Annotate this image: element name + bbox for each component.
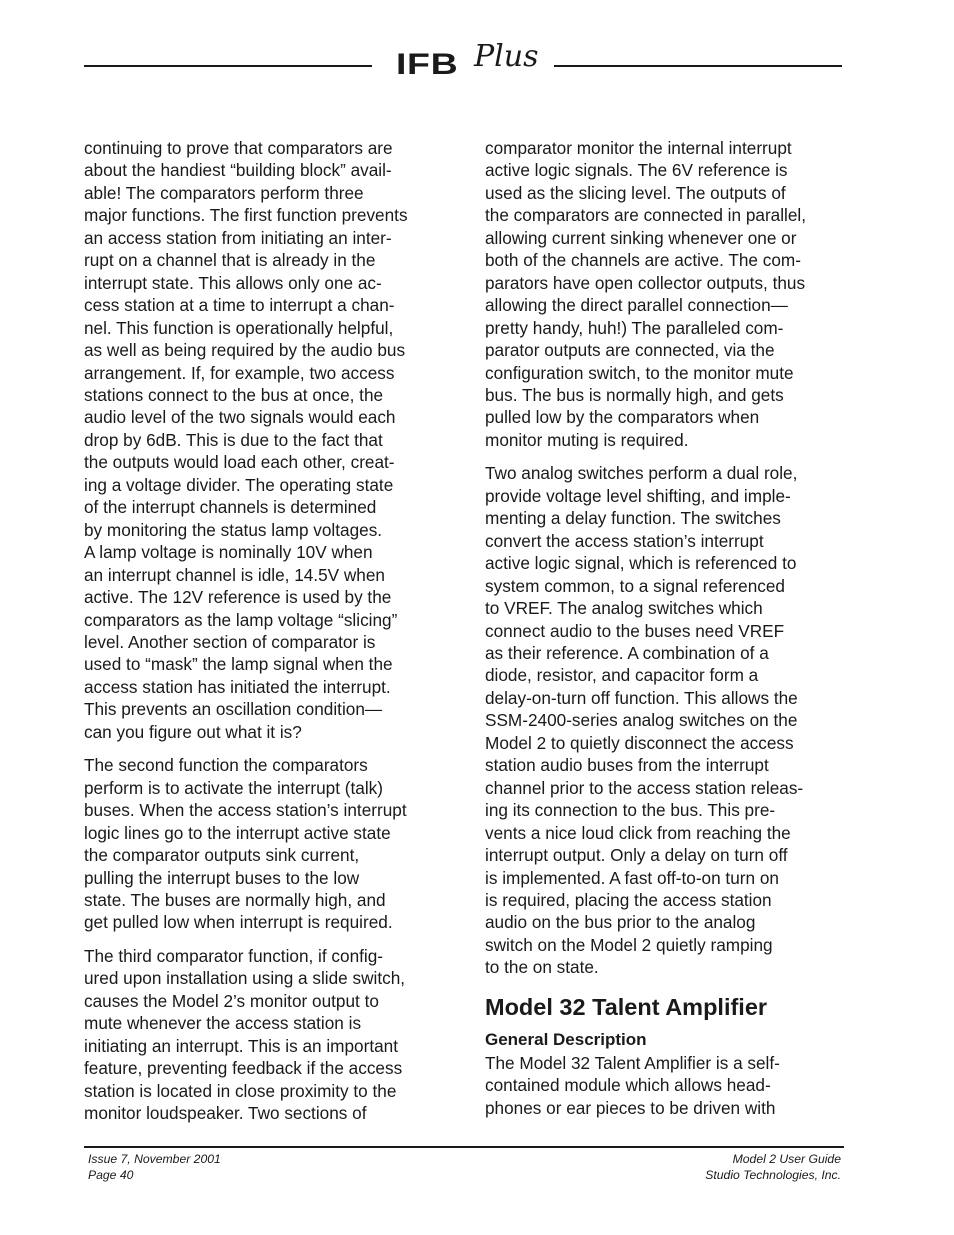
text-line: stations connect to the bus at once, the bbox=[84, 384, 384, 405]
text-line: an access station from initiating an inter- bbox=[84, 227, 392, 248]
text-line: nel. This function is operationally helpful, bbox=[84, 317, 394, 338]
text-line: is implemented. A fast off-to-on turn on bbox=[485, 867, 779, 888]
text-line: provide voltage level shifting, and imple- bbox=[485, 485, 791, 506]
right-column bbox=[485, 137, 843, 1130]
text-line: used as the slicing level. The outputs of bbox=[485, 182, 786, 203]
text-line: audio on the bus prior to the analog bbox=[485, 912, 756, 933]
text-line: This prevents an oscillation condition— bbox=[84, 699, 383, 720]
text-line: configuration switch, to the monitor mute bbox=[485, 362, 794, 383]
text-line: menting a delay function. The switches bbox=[485, 508, 781, 529]
text-line: A lamp voltage is nominally 10V when bbox=[84, 542, 373, 563]
footer-company: Studio Technologies, Inc. bbox=[705, 1168, 841, 1182]
text-line: by monitoring the status lamp voltages. bbox=[84, 519, 383, 540]
text-line: get pulled low when interrupt is required. bbox=[84, 912, 393, 933]
text-line: interrupt output. Only a delay on turn off bbox=[485, 845, 788, 866]
text-line: comparator monitor the internal interrupt bbox=[485, 138, 792, 158]
text-line: used to “mask” the lamp signal when the bbox=[84, 654, 393, 675]
text-line: switch on the Model 2 quietly ramping bbox=[485, 934, 773, 955]
text-line: pulled low by the comparators when bbox=[485, 407, 760, 428]
text-line: the comparators are connected in parallel, bbox=[485, 205, 807, 226]
header-rule-left bbox=[84, 65, 372, 67]
footer-right bbox=[705, 1151, 841, 1183]
text-line: monitor loudspeaker. Two sections of bbox=[84, 1103, 367, 1124]
text-line: The third comparator function, if config- bbox=[84, 945, 384, 966]
ifb-plus-logo bbox=[396, 39, 539, 86]
text-line: The Model 32 Talent Amplifier is a self- bbox=[485, 1052, 780, 1073]
text-line: vents a nice loud click from reaching the bbox=[485, 822, 791, 843]
text-line: to the on state. bbox=[485, 957, 599, 978]
text-line: arrangement. If, for example, two access bbox=[84, 362, 395, 383]
text-line: rupt on a channel that is already in the bbox=[84, 250, 376, 271]
text-line: parator outputs are connected, via the bbox=[485, 340, 775, 361]
text-line: connect audio to the buses need VREF bbox=[485, 620, 785, 641]
text-line: mute whenever the access station is bbox=[84, 1013, 362, 1034]
text-line: pulling the interrupt buses to the low bbox=[84, 867, 360, 888]
text-line: feature, preventing feedback if the access bbox=[84, 1058, 403, 1079]
body-paragraph bbox=[485, 137, 843, 451]
text-line: Model 2 to quietly disconnect the access bbox=[485, 732, 794, 753]
text-line: perform is to activate the interrupt (talk) bbox=[84, 777, 383, 798]
text-line: about the handiest “building block” avail- bbox=[84, 160, 392, 181]
text-line: ing a voltage divider. The operating state bbox=[84, 474, 394, 495]
text-line: bus. The bus is normally high, and gets bbox=[485, 384, 784, 405]
text-line: SSM-2400-series analog switches on the bbox=[485, 710, 798, 731]
text-line: cess station at a time to interrupt a chan- bbox=[84, 295, 395, 316]
text-line: active logic signals. The 6V reference is bbox=[485, 160, 788, 181]
text-line: to VREF. The analog switches which bbox=[485, 598, 763, 619]
text-line: causes the Model 2’s monitor output to bbox=[84, 990, 379, 1011]
text-line: diode, resistor, and capacitor form a bbox=[485, 665, 759, 686]
text-line: the outputs would load each other, creat- bbox=[84, 452, 395, 473]
text-line: contained module which allows head- bbox=[485, 1075, 771, 1096]
text-line: an interrupt channel is idle, 14.5V when bbox=[84, 564, 385, 585]
text-line: ing its connection to the bus. This pre- bbox=[485, 800, 776, 821]
text-line: continuing to prove that comparators are bbox=[84, 138, 393, 158]
text-line: pretty handy, huh!) The paralleled com- bbox=[485, 317, 784, 338]
logo-script-text: Plus bbox=[474, 39, 539, 74]
text-line: allowing current sinking whenever one or bbox=[485, 227, 797, 248]
footer-rule bbox=[84, 1146, 844, 1148]
body-paragraph bbox=[84, 137, 442, 743]
text-line: comparators as the lamp voltage “slicing” bbox=[84, 609, 398, 630]
text-line: active. The 12V reference is used by the bbox=[84, 587, 392, 608]
section-heading: Model 32 Talent Amplifier bbox=[485, 993, 768, 1020]
text-line: parators have open collector outputs, thus bbox=[485, 272, 806, 293]
text-line: monitor muting is required. bbox=[485, 429, 689, 450]
text-line: as well as being required by the audio bus bbox=[84, 340, 406, 361]
text-line: initiating an interrupt. This is an important bbox=[84, 1035, 398, 1056]
text-line: convert the access station’s interrupt bbox=[485, 530, 764, 551]
sub-heading: General Description bbox=[485, 1029, 647, 1049]
text-line: logic lines go to the interrupt active state bbox=[84, 822, 391, 843]
text-line: active logic signal, which is referenced to bbox=[485, 553, 797, 574]
logo-main-text: IFB bbox=[396, 48, 459, 81]
text-line: of the interrupt channels is determined bbox=[84, 497, 377, 518]
text-line: the comparator outputs sink current, bbox=[84, 845, 360, 866]
text-line: The second function the comparators bbox=[84, 755, 368, 776]
general-description-paragraph bbox=[485, 1052, 843, 1119]
text-line: delay-on-turn off function. This allows the bbox=[485, 687, 798, 708]
footer-guide-title: Model 2 User Guide bbox=[732, 1152, 841, 1166]
footer-issue: Issue 7, November 2001 bbox=[88, 1152, 221, 1166]
text-line: major functions. The first function prevents bbox=[84, 205, 408, 226]
body-paragraph bbox=[485, 462, 843, 978]
text-line: buses. When the access station’s interrupt bbox=[84, 800, 407, 821]
text-line: access station has initiated the interrupt. bbox=[84, 676, 391, 697]
footer-page-number: Page 40 bbox=[88, 1168, 134, 1182]
text-line: station is located in close proximity to the bbox=[84, 1080, 397, 1101]
text-line: both of the channels are active. The com- bbox=[485, 250, 801, 271]
text-line: ured upon installation using a slide switch, bbox=[84, 968, 406, 989]
text-line: level. Another section of comparator is bbox=[84, 631, 376, 652]
text-line: state. The buses are normally high, and bbox=[84, 889, 386, 910]
text-line: drop by 6dB. This is due to the fact that bbox=[84, 429, 383, 450]
left-column bbox=[84, 137, 442, 1135]
text-line: can you figure out what it is? bbox=[84, 721, 302, 742]
body-paragraph bbox=[84, 945, 442, 1125]
text-line: able! The comparators perform three bbox=[84, 182, 364, 203]
text-line: interrupt state. This allows only one ac- bbox=[84, 272, 382, 293]
text-line: station audio buses from the interrupt bbox=[485, 755, 769, 776]
text-line: system common, to a signal referenced bbox=[485, 575, 785, 596]
right-column-body bbox=[485, 137, 843, 979]
text-line: allowing the direct parallel connection— bbox=[485, 295, 788, 316]
text-line: phones or ear pieces to be driven with bbox=[485, 1097, 776, 1118]
text-line: channel prior to the access station releas- bbox=[485, 777, 804, 798]
footer-left bbox=[88, 1151, 221, 1183]
header-rule-right bbox=[554, 65, 842, 67]
body-paragraph bbox=[84, 754, 442, 934]
text-line: as their reference. A combination of a bbox=[485, 642, 769, 663]
text-line: audio level of the two signals would each bbox=[84, 407, 396, 428]
text-line: is required, placing the access station bbox=[485, 889, 772, 910]
text-line: Two analog switches perform a dual role, bbox=[485, 463, 798, 484]
